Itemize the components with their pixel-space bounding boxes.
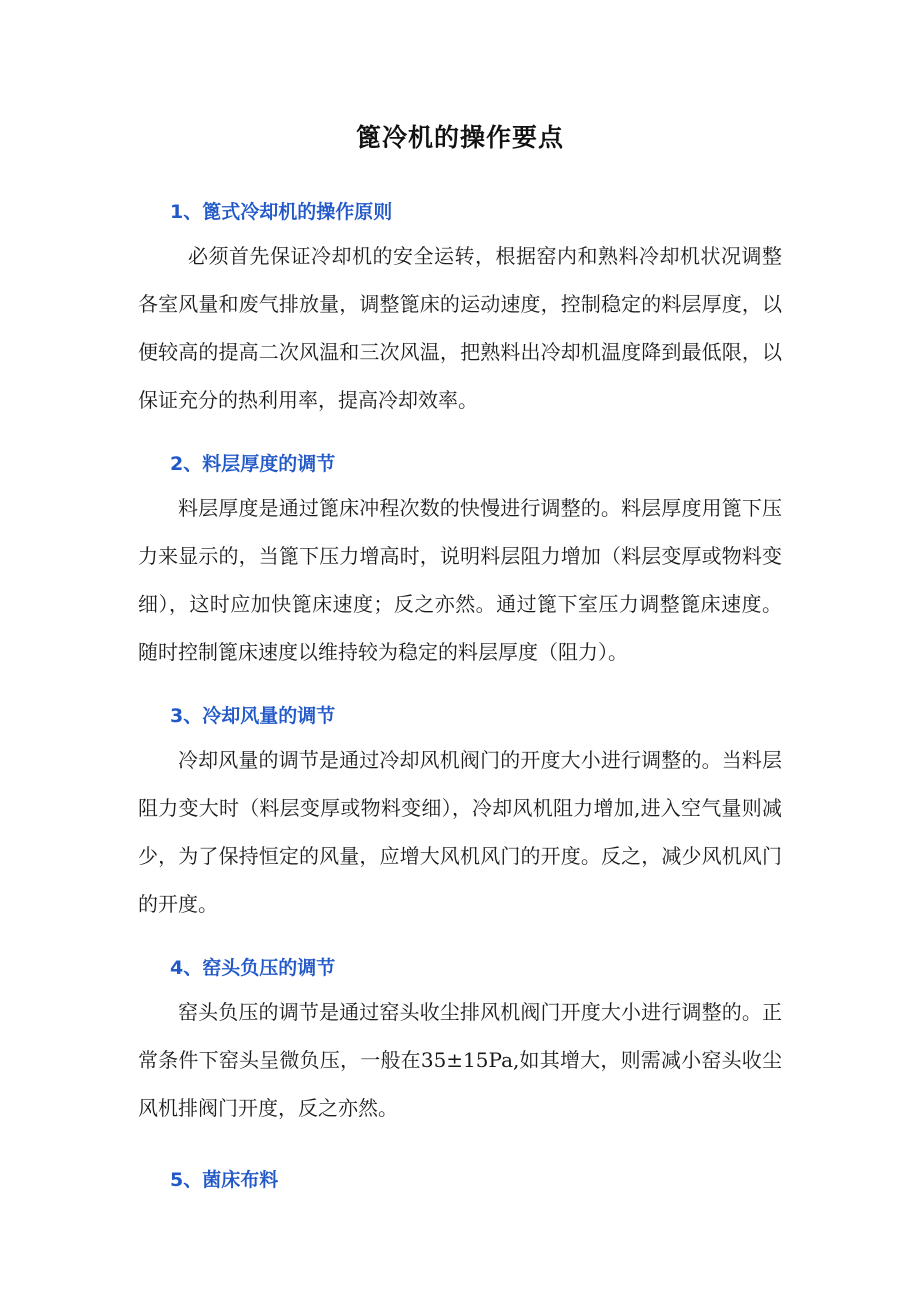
section-heading: 5、菌床布料 (170, 1169, 279, 1191)
section-heading: 2、料层厚度的调节 (170, 453, 336, 475)
section-4 (138, 948, 782, 1132)
section-5 (138, 1160, 782, 1200)
section-paragraph: 窑头负压的调节是通过窑头收尘排风机阀门开度大小进行调整的。正常条件下窑头呈微负压，一般在35±15Pa,如其增大，则需减小窑头收尘风机排阀门开度，反之亦然。 (138, 1000, 782, 1120)
section-heading: 4、窑头负压的调节 (170, 957, 336, 979)
section-3 (138, 696, 782, 928)
section-paragraph: 必须首先保证冷却机的安全运转，根据窑内和熟料冷却机状况调整各室风量和废气排放量，调整篦床的运动速度，控制稳定的料层厚度，以便较高的提高二次风温和三次风温，把熟料出冷却机温度降到最低限，以保证充分的热利用率，提高冷却效率。 (138, 244, 782, 412)
section-paragraph: 冷却风量的调节是通过冷却风机阀门的开度大小进行调整的。当料层阻力变大时（料层变厚或物料变细），冷却风机阻力增加,进入空气量则减少，为了保持恒定的风量，应增大风机风门的开度。反之，减少风机风门的开度。 (138, 748, 782, 916)
section-1 (138, 192, 782, 424)
section-2 (138, 444, 782, 676)
document-title: 篦冷机的操作要点 (355, 123, 564, 152)
section-paragraph: 料层厚度是通过篦床冲程次数的快慢进行调整的。料层厚度用篦下压力来显示的，当篦下压力增高时，说明料层阻力增加（料层变厚或物料变细），这时应加快篦床速度；反之亦然。通过篦下室压力调整篦床速度。随时控制篦床速度以维持较为稳定的料层厚度（阻力）。 (138, 496, 782, 664)
section-heading: 3、冷却风量的调节 (170, 705, 336, 727)
section-heading: 1、篦式冷却机的操作原则 (170, 201, 393, 223)
